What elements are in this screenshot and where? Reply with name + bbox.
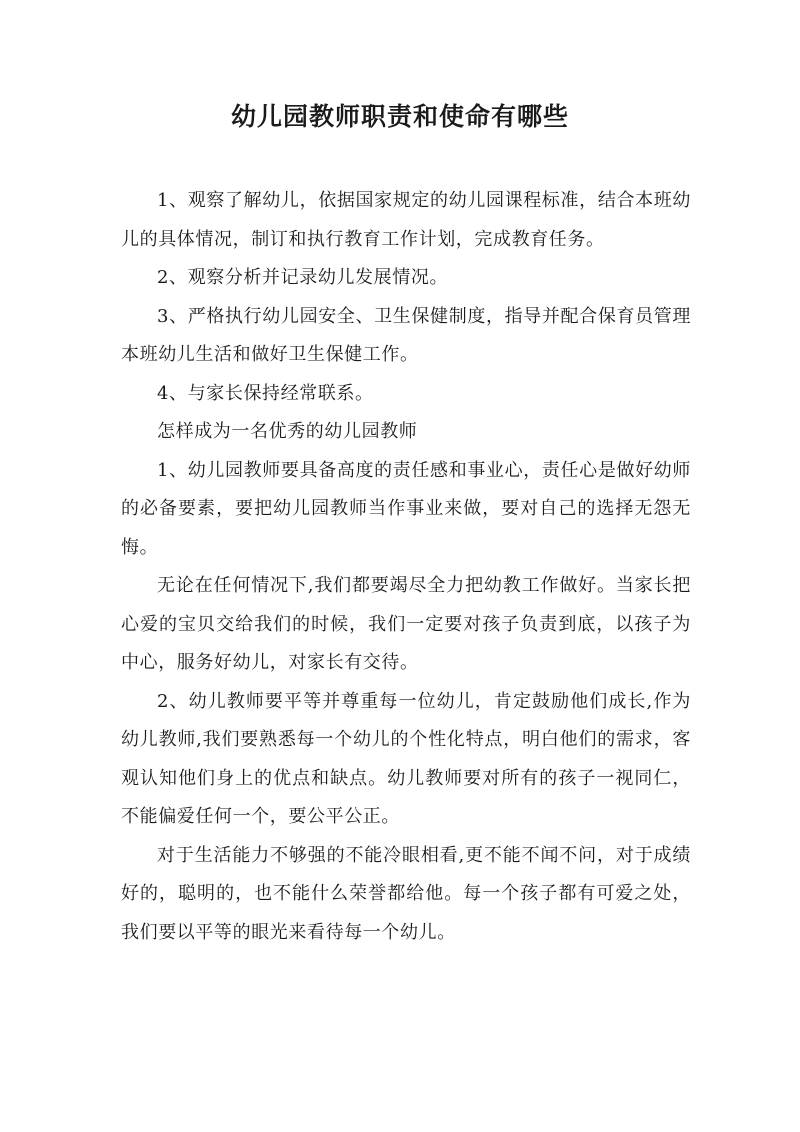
paragraph-tip-2: 2、幼儿教师要平等并尊重每一位幼儿，肯定鼓励他们成长,作为幼儿教师,我们要熟悉每一个幼儿的个性化特点，明白他们的需求，客观认知他们身上的优点和缺点。幼儿教师要对所有的孩子一视同仁，不能偏爱任何一个，要公平公正。 (121, 690, 691, 827)
paragraph-duty-1: 1、观察了解幼儿，依据国家规定的幼儿园课程标准，结合本班幼儿的具体情况，制订和执行教育工作计划，完成教育任务。 (121, 190, 691, 250)
paragraph-tip-2-detail: 对于生活能力不够强的不能冷眼相看,更不能不闻不问，对于成绩好的，聪明的，也不能什么荣誉都给他。每一个孩子都有可爱之处，我们要以平等的眼光来看待每一个幼儿。 (121, 844, 691, 943)
paragraph-tip-1-detail: 无论在任何情况下,我们都要竭尽全力把幼教工作做好。当家长把心爱的宝贝交给我们的时候，我们一定要对孩子负责到底，以孩子为中心，服务好幼儿，对家长有交待。 (121, 575, 691, 673)
paragraph-duty-2: 2、观察分析并记录幼儿发展情况。 (157, 267, 449, 288)
paragraph-tip-1: 1、幼儿园教师要具备高度的责任感和事业心，责任心是做好幼师的必备要素，要把幼儿园教师当作事业来做，要对自己的选择无怨无悔。 (121, 459, 691, 558)
paragraph-duty-4: 4、与家长保持经常联系。 (157, 382, 374, 404)
paragraph-duty-3: 3、严格执行幼儿园安全、卫生保健制度，指导并配合保育员管理本班幼儿生活和做好卫生保健工作。 (121, 305, 691, 365)
document-body (121, 182, 691, 952)
page-title: 幼儿园教师职责和使命有哪些 (230, 102, 569, 131)
section-heading: 怎样成为一名优秀的幼儿园教师 (157, 421, 418, 442)
